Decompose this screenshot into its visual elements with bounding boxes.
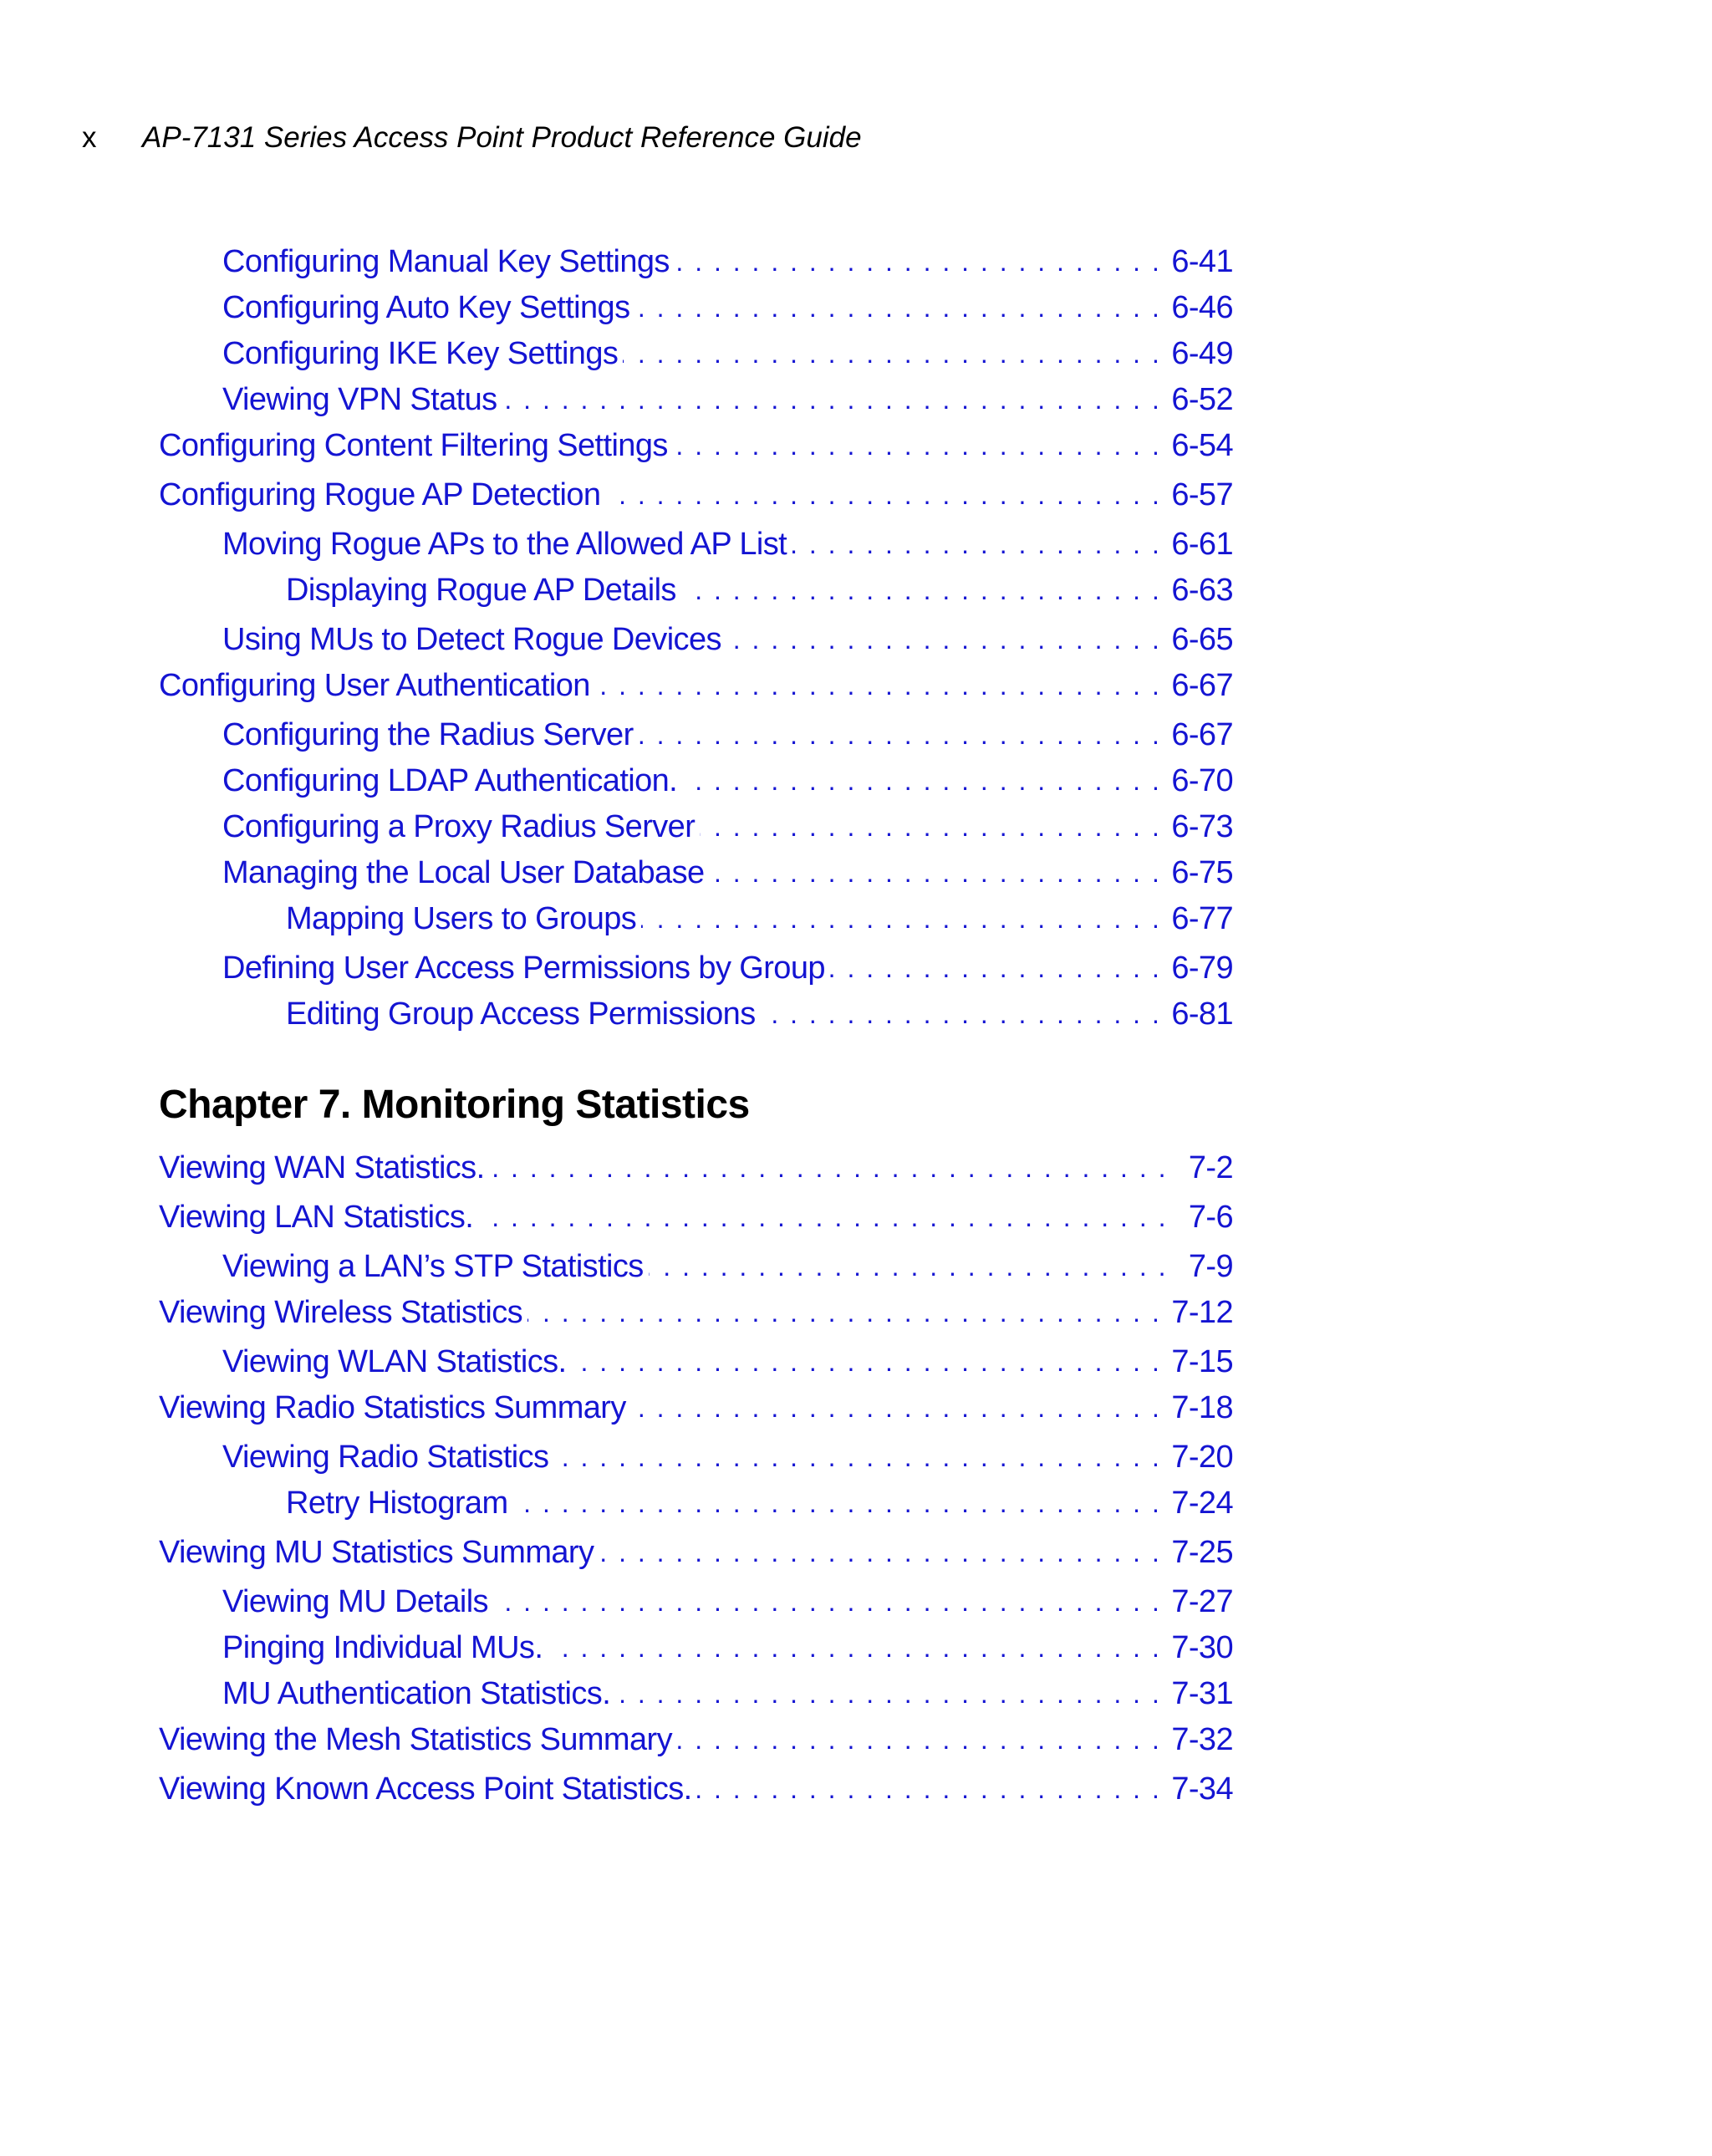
toc-entry[interactable]	[159, 287, 1233, 329]
dot-leader	[631, 1387, 1162, 1429]
toc-entry-page[interactable]: 6-81	[1171, 996, 1233, 1032]
dot-leader	[502, 379, 1162, 420]
dot-leader	[553, 1436, 1161, 1478]
toc-entry-title[interactable]: Mapping Users to Groups	[286, 901, 637, 936]
toc-entry-title[interactable]: Configuring Content Filtering Settings	[159, 428, 668, 463]
toc-entry-title[interactable]: Configuring Auto Key Settings	[222, 290, 630, 325]
page-header	[82, 117, 862, 159]
page-number: x	[82, 121, 97, 154]
toc-entry-page[interactable]: 6-70	[1171, 763, 1233, 798]
toc-entry-page[interactable]: 7-18	[1171, 1390, 1233, 1425]
toc-entry-page[interactable]: 6-52	[1171, 382, 1233, 417]
toc-entry-page[interactable]: 7-2	[1188, 1150, 1233, 1185]
toc-entry-page[interactable]: 7-20	[1171, 1440, 1233, 1475]
dot-leader	[792, 523, 1161, 565]
toc-entry-title[interactable]: Viewing LAN Statistics.	[159, 1200, 474, 1235]
toc-entry[interactable]	[159, 619, 1233, 660]
toc-entry-title[interactable]: MU Authentication Statistics.	[222, 1676, 611, 1711]
toc-entry-title[interactable]: Configuring a Proxy Radius Server	[222, 809, 696, 844]
toc-entry-page[interactable]: 7-15	[1171, 1344, 1233, 1379]
dot-leader	[677, 1719, 1161, 1761]
toc-entry[interactable]	[159, 425, 1233, 466]
dot-leader	[681, 569, 1162, 611]
dot-leader	[490, 1147, 1168, 1189]
toc-entry-title[interactable]: Viewing Radio Statistics Summary	[159, 1390, 626, 1425]
toc-entry[interactable]	[159, 665, 1233, 706]
toc-entry[interactable]	[159, 1719, 1233, 1761]
dot-leader	[595, 665, 1162, 706]
toc-entry[interactable]	[159, 1196, 1233, 1238]
toc-entry[interactable]	[159, 523, 1233, 565]
toc-entry-page[interactable]: 7-31	[1171, 1676, 1233, 1711]
dot-leader	[761, 993, 1162, 1035]
dot-leader	[700, 806, 1161, 848]
dot-leader	[513, 1482, 1162, 1524]
dot-leader	[623, 333, 1161, 375]
dot-leader	[478, 1196, 1168, 1238]
dot-leader	[548, 1627, 1161, 1669]
toc-entry-page[interactable]: 6-75	[1171, 855, 1233, 890]
toc-entry-page[interactable]: 6-57	[1171, 477, 1233, 512]
toc-entry[interactable]	[159, 852, 1233, 894]
toc-entry[interactable]	[159, 1627, 1233, 1669]
toc-entry-page[interactable]: 7-24	[1171, 1486, 1233, 1521]
toc-entry-title[interactable]: Defining User Access Permissions by Group	[222, 951, 825, 986]
toc-entry-title[interactable]: Using MUs to Detect Rogue Devices	[222, 622, 721, 657]
toc-entry[interactable]	[159, 1673, 1233, 1715]
toc-entry-page[interactable]: 7-25	[1171, 1535, 1233, 1570]
toc-entry-title[interactable]: Viewing MU Details	[222, 1584, 488, 1619]
toc-entry-page[interactable]: 6-67	[1171, 717, 1233, 752]
toc-entry[interactable]	[159, 1246, 1233, 1287]
toc-entry[interactable]	[159, 241, 1233, 283]
dot-leader	[830, 947, 1161, 989]
toc-entry[interactable]	[159, 1387, 1233, 1429]
toc-entry-title[interactable]: Viewing WLAN Statistics.	[222, 1344, 567, 1379]
dot-leader	[682, 760, 1161, 802]
toc-entry-page[interactable]: 7-12	[1171, 1295, 1233, 1330]
dot-leader	[649, 1246, 1168, 1287]
toc-entry-title[interactable]: Displaying Rogue AP Details	[286, 573, 676, 608]
toc-entry-page[interactable]: 7-32	[1171, 1722, 1233, 1757]
toc-entry-title[interactable]: Configuring User Authentication	[159, 668, 590, 703]
toc-entry[interactable]	[159, 1581, 1233, 1623]
toc-entry-title[interactable]: Retry Histogram	[286, 1486, 508, 1521]
toc-entry-page[interactable]: 7-9	[1188, 1249, 1233, 1284]
dot-leader	[710, 852, 1162, 894]
dot-leader	[572, 1341, 1162, 1383]
dot-leader	[639, 714, 1162, 756]
toc-entry-page[interactable]: 6-46	[1171, 290, 1233, 325]
dot-leader	[527, 1292, 1161, 1333]
dot-leader	[726, 619, 1161, 660]
dot-leader	[641, 898, 1161, 940]
toc-entry[interactable]	[159, 569, 1233, 611]
dot-leader	[675, 241, 1162, 283]
toc-entry-page[interactable]: 7-34	[1171, 1771, 1233, 1807]
toc-entry-page[interactable]: 6-49	[1171, 336, 1233, 371]
toc-entry-page[interactable]: 6-73	[1171, 809, 1233, 844]
toc-entry[interactable]	[159, 1341, 1233, 1383]
toc-entry[interactable]	[159, 806, 1233, 848]
toc-entry[interactable]	[159, 947, 1233, 989]
toc-entry-title[interactable]: Configuring LDAP Authentication.	[222, 763, 678, 798]
toc-entry[interactable]	[159, 993, 1233, 1035]
toc-entry-title[interactable]: Viewing the Mesh Statistics Summary	[159, 1722, 672, 1757]
toc-entry[interactable]	[159, 760, 1233, 802]
dot-leader	[634, 287, 1161, 329]
toc-entry-title[interactable]: Pinging Individual MUs.	[222, 1630, 543, 1665]
toc-entry-title[interactable]: Configuring Manual Key Settings	[222, 244, 670, 279]
toc-entry[interactable]	[159, 1532, 1233, 1573]
dot-leader	[615, 1673, 1161, 1715]
toc-entry-title[interactable]: Configuring the Radius Server	[222, 717, 634, 752]
toc-entry[interactable]	[159, 379, 1233, 420]
toc-entry[interactable]	[159, 898, 1233, 940]
dot-leader	[673, 425, 1162, 466]
toc-entry-title[interactable]: Viewing Wireless Statistics	[159, 1295, 523, 1330]
toc-entry-page[interactable]: 6-54	[1171, 428, 1233, 463]
toc-entry-title[interactable]: Configuring Rogue AP Detection	[159, 477, 601, 512]
toc-entry[interactable]	[159, 1768, 1233, 1810]
toc-entry[interactable]	[159, 333, 1233, 375]
toc-entry-page[interactable]: 6-79	[1171, 951, 1233, 986]
toc-entry-page[interactable]: 7-30	[1171, 1630, 1233, 1665]
toc-entry[interactable]	[159, 1292, 1233, 1333]
toc-entry-page[interactable]: 6-77	[1171, 901, 1233, 936]
toc-entry-page[interactable]: 6-67	[1171, 668, 1233, 703]
toc-entry[interactable]	[159, 474, 1233, 516]
dot-leader	[493, 1581, 1161, 1623]
toc-entry[interactable]	[159, 1482, 1233, 1524]
toc-entry-page[interactable]: 6-65	[1171, 622, 1233, 657]
toc-entry-page[interactable]: 6-41	[1171, 244, 1233, 279]
toc-entry[interactable]	[159, 1436, 1233, 1478]
dot-leader	[599, 1532, 1161, 1573]
toc-entry-page[interactable]: 6-63	[1171, 573, 1233, 608]
dot-leader	[605, 474, 1161, 516]
chapter-heading: Chapter 7. Monitoring Statistics	[159, 1083, 750, 1127]
dot-leader	[697, 1768, 1162, 1810]
toc-entry-title[interactable]: Viewing Known Access Point Statistics.	[159, 1771, 692, 1807]
toc-entry-page[interactable]: 7-6	[1188, 1200, 1233, 1235]
toc-entry[interactable]	[159, 714, 1233, 756]
book-title: AP-7131 Series Access Point Product Reference Guide	[142, 121, 862, 154]
toc-entry-page[interactable]: 7-27	[1171, 1584, 1233, 1619]
toc-entry-title[interactable]: Managing the Local User Database	[222, 855, 705, 890]
toc-entry-title[interactable]: Configuring IKE Key Settings	[222, 336, 619, 371]
toc-entry-title[interactable]: Editing Group Access Permissions	[286, 996, 756, 1032]
toc-entry-title[interactable]: Viewing Radio Statistics	[222, 1440, 549, 1475]
toc-entry-page[interactable]: 6-61	[1171, 527, 1233, 562]
toc-entry-title[interactable]: Moving Rogue APs to the Allowed AP List	[222, 527, 787, 562]
toc-entry-title[interactable]: Viewing MU Statistics Summary	[159, 1535, 594, 1570]
toc-entry-title[interactable]: Viewing a LAN’s STP Statistics	[222, 1249, 644, 1284]
toc-entry[interactable]	[159, 1147, 1233, 1189]
toc-entry-title[interactable]: Viewing VPN Status	[222, 382, 497, 417]
toc-entry-title[interactable]: Viewing WAN Statistics.	[159, 1150, 485, 1185]
